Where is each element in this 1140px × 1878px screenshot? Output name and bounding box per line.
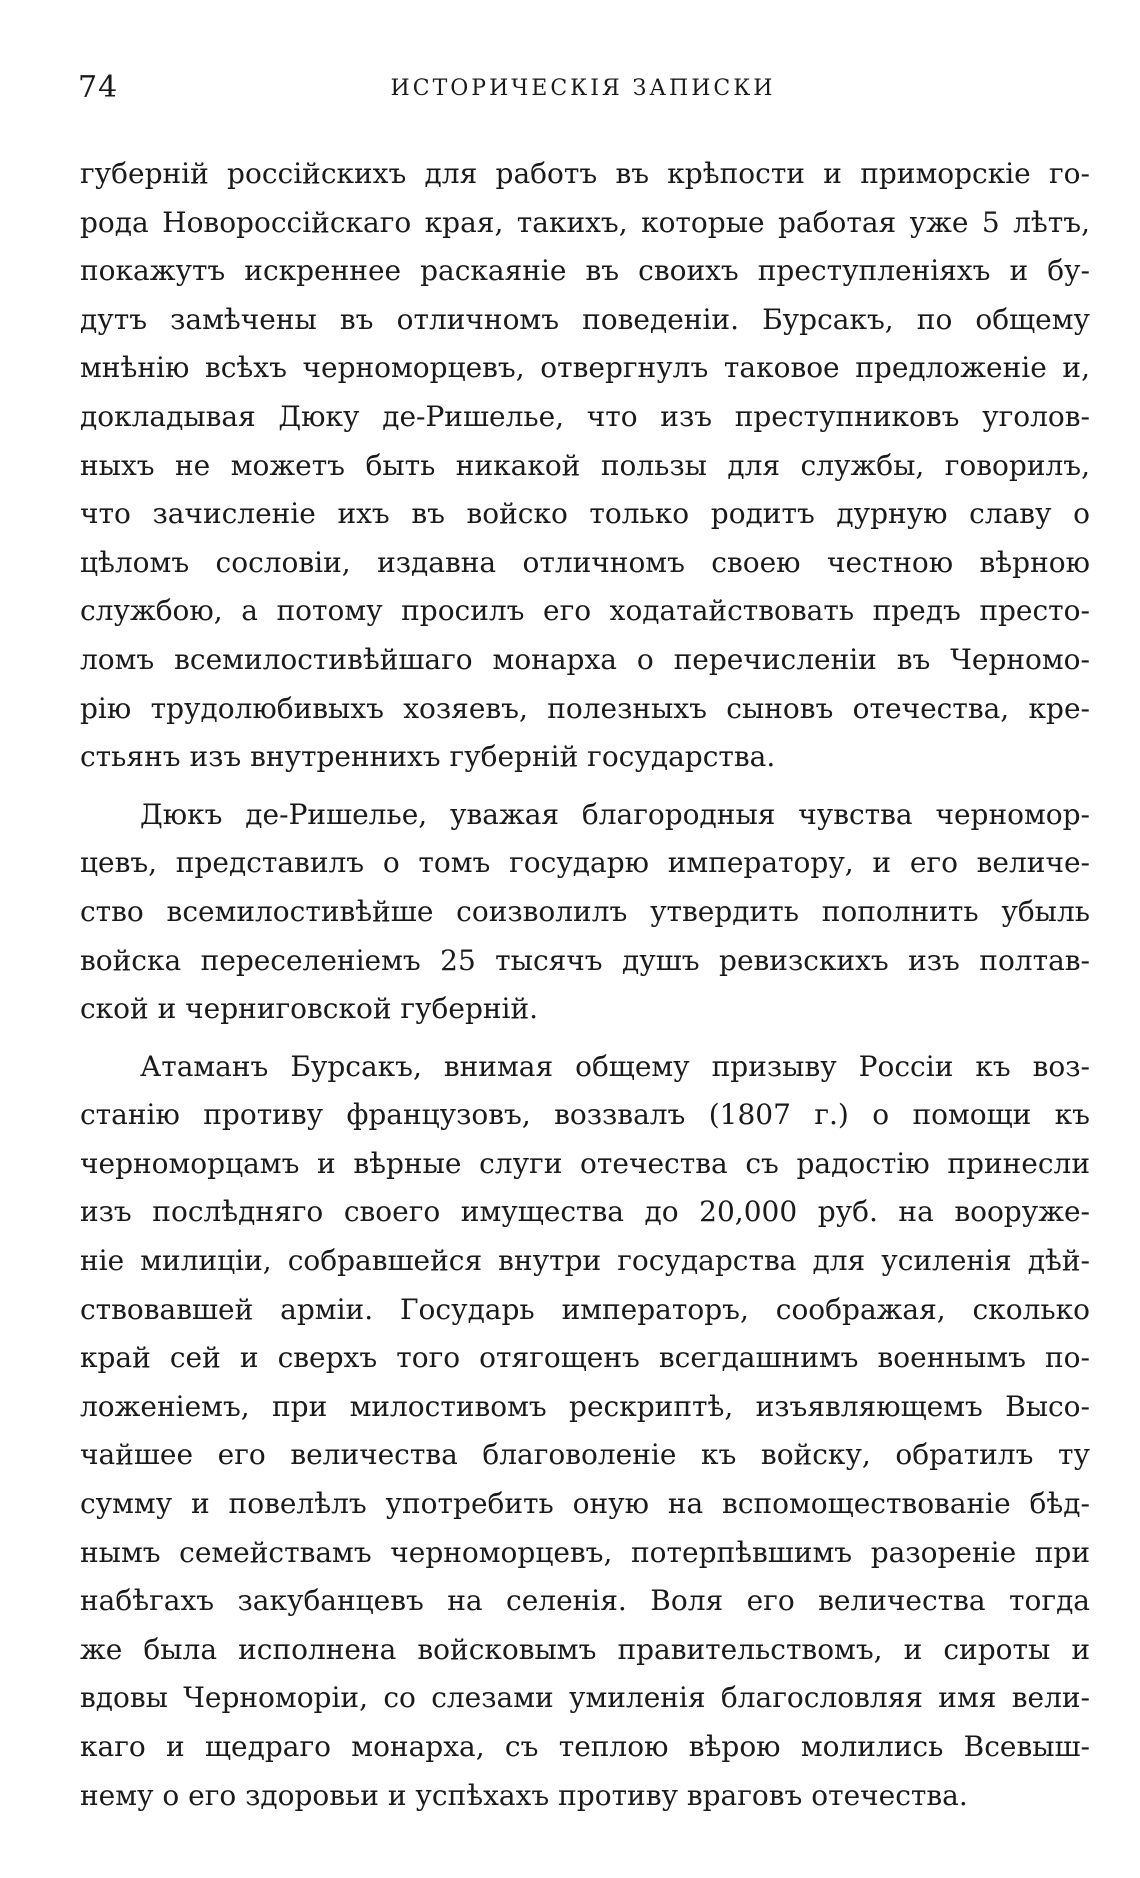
text-line: войска переселеніемъ 25 тысячъ душъ ревизскихъ изъ полтав- xyxy=(80,943,1090,977)
text-line: рода Новороссійскаго края, такихъ, которые работая уже 5 лѣтъ, xyxy=(80,205,1090,239)
paragraph-2 xyxy=(80,791,1090,1034)
text-line: станію противу французовъ, воззвалъ (1807 г.) о помощи къ xyxy=(80,1098,1090,1132)
text-line: цевъ, представилъ о томъ государю императору, и его величе- xyxy=(80,846,1090,880)
page-header xyxy=(78,70,1088,120)
text-line: ство всемилостивѣйше соизволилъ утвердить пополнить убыль xyxy=(80,894,1090,928)
text-line: ской и черниговской губерній. xyxy=(80,992,539,1026)
body-text xyxy=(80,150,1090,1820)
text-line: покажутъ искреннее раскаяніе въ своихъ преступленіяхъ и бу- xyxy=(80,254,1090,288)
text-line: сумму и повелѣлъ употребить оную на вспомоществованіе бѣд- xyxy=(80,1487,1090,1521)
text-line: изъ послѣдняго своего имущества до 20,000 руб. на вооруже- xyxy=(80,1195,1090,1229)
text-line: губерній россійскихъ для работъ въ крѣпости и приморскіе го- xyxy=(80,157,1090,190)
text-line: ніе милиціи, собравшейся внутри государства для усиленія дѣй- xyxy=(80,1244,1090,1278)
text-line: вдовы Черноморіи, со слезами умиленія благословляя имя вели- xyxy=(80,1681,1090,1715)
text-line: черноморцамъ и вѣрные слуги отечества съ радостію принесли xyxy=(80,1146,1090,1180)
text-line: же была исполнена войсковымъ правительствомъ, и сироты и xyxy=(80,1632,1090,1666)
text-line: ложеніемъ, при милостивомъ рескриптѣ, изъявляющемъ Высо- xyxy=(80,1389,1090,1423)
text-line: что зачисленіе ихъ въ войско только родитъ дурную славу о xyxy=(80,497,1090,531)
text-line: ныхъ не можетъ быть никакой пользы для службы, говорилъ, xyxy=(80,448,1090,482)
text-line: рію трудолюбивыхъ хозяевъ, полезныхъ сыновъ отечества, кре- xyxy=(80,691,1090,725)
text-line: службою, а потому просилъ его ходатайствовать предъ престо- xyxy=(80,594,1090,628)
text-line: Дюкъ де-Ришелье, уважая благородныя чувства черномор- xyxy=(140,797,1090,831)
text-line: край сей и сверхъ того отягощенъ всегдашнимъ военнымъ по- xyxy=(80,1341,1090,1375)
text-line: цѣломъ сословіи, издавна отличномъ своею честною вѣрною xyxy=(80,545,1090,579)
text-line: дутъ замѣчены въ отличномъ поведеніи. Бурсакъ, по общему xyxy=(80,302,1090,336)
running-title: ИСТОРИЧЕСКІЯ ЗАПИСКИ xyxy=(390,76,776,101)
paragraph-3 xyxy=(80,1043,1090,1821)
text-line: докладывая Дюку де-Ришелье, что изъ преступниковъ уголов- xyxy=(80,399,1090,433)
text-line: ствовавшей арміи. Государь императоръ, соображая, сколько xyxy=(80,1292,1090,1326)
text-line: каго и щедраго монарха, съ теплою вѣрою молились Всевыш- xyxy=(80,1730,1090,1763)
text-line: нему о его здоровьи и успѣхахъ противу враговъ отечества. xyxy=(80,1778,968,1812)
text-line: набѣгахъ закубанцевъ на селенія. Воля его величества тогда xyxy=(80,1584,1090,1618)
page-number: 74 xyxy=(78,70,119,105)
text-line: чайшее его величества благоволеніе къ войску, обратилъ ту xyxy=(80,1438,1090,1472)
text-line: нымъ семействамъ черноморцевъ, потерпѣвшимъ разореніе при xyxy=(80,1535,1090,1569)
text-line: Атаманъ Бурсакъ, внимая общему призыву Россіи къ воз- xyxy=(140,1049,1090,1083)
paragraph-1 xyxy=(80,150,1090,782)
text-line: мнѣнію всѣхъ черноморцевъ, отвергнулъ таковое предложеніе и, xyxy=(80,351,1090,385)
text-line: ломъ всемилостивѣйшаго монарха о перечисленіи въ Черномо- xyxy=(80,642,1090,676)
text-line: стьянъ изъ внутреннихъ губерній государства. xyxy=(80,740,776,774)
